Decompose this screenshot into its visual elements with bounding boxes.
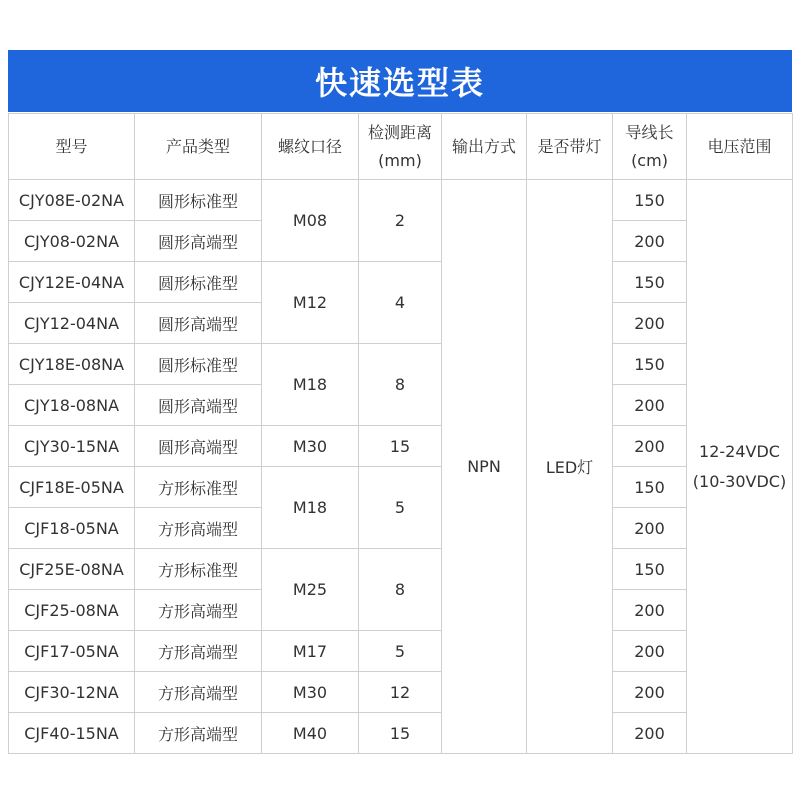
cell-cable: 150: [613, 262, 687, 303]
selection-table: [8, 113, 793, 754]
cell-distance: 12: [359, 672, 442, 713]
cell-distance: 2: [359, 180, 442, 262]
table-header-row: [9, 114, 793, 180]
cell-model: CJY12-04NA: [9, 303, 135, 344]
cell-distance: 8: [359, 549, 442, 631]
cell-cable: 150: [613, 180, 687, 221]
cell-type: 圆形高端型: [135, 221, 262, 262]
header-distance-unit: (mm): [378, 150, 422, 170]
header-distance-label: 检测距离: [367, 122, 432, 142]
cell-model: CJF25-08NA: [9, 590, 135, 631]
cell-cable: 150: [613, 467, 687, 508]
cell-thread: M17: [262, 631, 359, 672]
cell-model: CJY18E-08NA: [9, 344, 135, 385]
cell-cable: 200: [613, 590, 687, 631]
cell-cable: 200: [613, 426, 687, 467]
cell-type: 圆形高端型: [135, 426, 262, 467]
header-light: 是否带灯: [527, 114, 613, 180]
cell-model: CJY18-08NA: [9, 385, 135, 426]
table-row: [9, 631, 793, 672]
cell-cable: 200: [613, 713, 687, 754]
cell-thread: M30: [262, 426, 359, 467]
cell-cable: 200: [613, 508, 687, 549]
table-row: [9, 426, 793, 467]
cell-model: CJF30-12NA: [9, 672, 135, 713]
table-row: [9, 344, 793, 385]
cell-thread: M12: [262, 262, 359, 344]
cell-thread: M40: [262, 713, 359, 754]
table-row: [9, 672, 793, 713]
cell-type: 方形高端型: [135, 508, 262, 549]
table-row: [9, 467, 793, 508]
cell-model: CJY08-02NA: [9, 221, 135, 262]
cell-type: 圆形标准型: [135, 262, 262, 303]
header-cable-unit: (cm): [631, 150, 668, 170]
cell-distance: 15: [359, 426, 442, 467]
cell-distance: 5: [359, 631, 442, 672]
cell-voltage: [687, 180, 793, 754]
header-thread: 螺纹口径: [262, 114, 359, 180]
header-output: 输出方式: [442, 114, 527, 180]
cell-model: CJF25E-08NA: [9, 549, 135, 590]
cell-type: 圆形标准型: [135, 180, 262, 221]
table-row: [9, 713, 793, 754]
header-cable-label: 导线长: [625, 122, 674, 142]
header-voltage: 电压范围: [687, 114, 793, 180]
cell-type: 方形高端型: [135, 713, 262, 754]
cell-thread: M18: [262, 467, 359, 549]
cell-cable: 200: [613, 221, 687, 262]
cell-type: 方形标准型: [135, 467, 262, 508]
cell-model: CJY30-15NA: [9, 426, 135, 467]
cell-thread: M30: [262, 672, 359, 713]
header-model: 型号: [9, 114, 135, 180]
cell-distance: 5: [359, 467, 442, 549]
cell-cable: 200: [613, 385, 687, 426]
voltage-range-extended: (10-30VDC): [692, 471, 787, 491]
cell-thread: M08: [262, 180, 359, 262]
cell-distance: 4: [359, 262, 442, 344]
cell-output: NPN: [442, 180, 527, 754]
cell-thread: M25: [262, 549, 359, 631]
header-type: 产品类型: [135, 114, 262, 180]
cell-light: LED灯: [527, 180, 613, 754]
voltage-range: 12-24VDC: [699, 441, 780, 461]
cell-type: 圆形高端型: [135, 303, 262, 344]
table-row: [9, 262, 793, 303]
title-bar: [8, 50, 792, 112]
cell-type: 方形高端型: [135, 631, 262, 672]
cell-cable: 200: [613, 631, 687, 672]
header-distance: [359, 114, 442, 180]
cell-model: CJF18-05NA: [9, 508, 135, 549]
cell-type: 方形高端型: [135, 590, 262, 631]
table-row: [9, 180, 793, 221]
cell-type: 方形标准型: [135, 549, 262, 590]
cell-model: CJF18E-05NA: [9, 467, 135, 508]
cell-cable: 150: [613, 549, 687, 590]
cell-thread: M18: [262, 344, 359, 426]
cell-model: CJF40-15NA: [9, 713, 135, 754]
cell-distance: 8: [359, 344, 442, 426]
cell-type: 方形高端型: [135, 672, 262, 713]
header-cable: [613, 114, 687, 180]
cell-cable: 200: [613, 672, 687, 713]
cell-type: 圆形高端型: [135, 385, 262, 426]
cell-model: CJY08E-02NA: [9, 180, 135, 221]
cell-model: CJY12E-04NA: [9, 262, 135, 303]
cell-cable: 200: [613, 303, 687, 344]
page-title: 快速选型表: [314, 64, 485, 102]
cell-model: CJF17-05NA: [9, 631, 135, 672]
cell-cable: 150: [613, 344, 687, 385]
table-row: [9, 549, 793, 590]
cell-type: 圆形标准型: [135, 344, 262, 385]
cell-distance: 15: [359, 713, 442, 754]
